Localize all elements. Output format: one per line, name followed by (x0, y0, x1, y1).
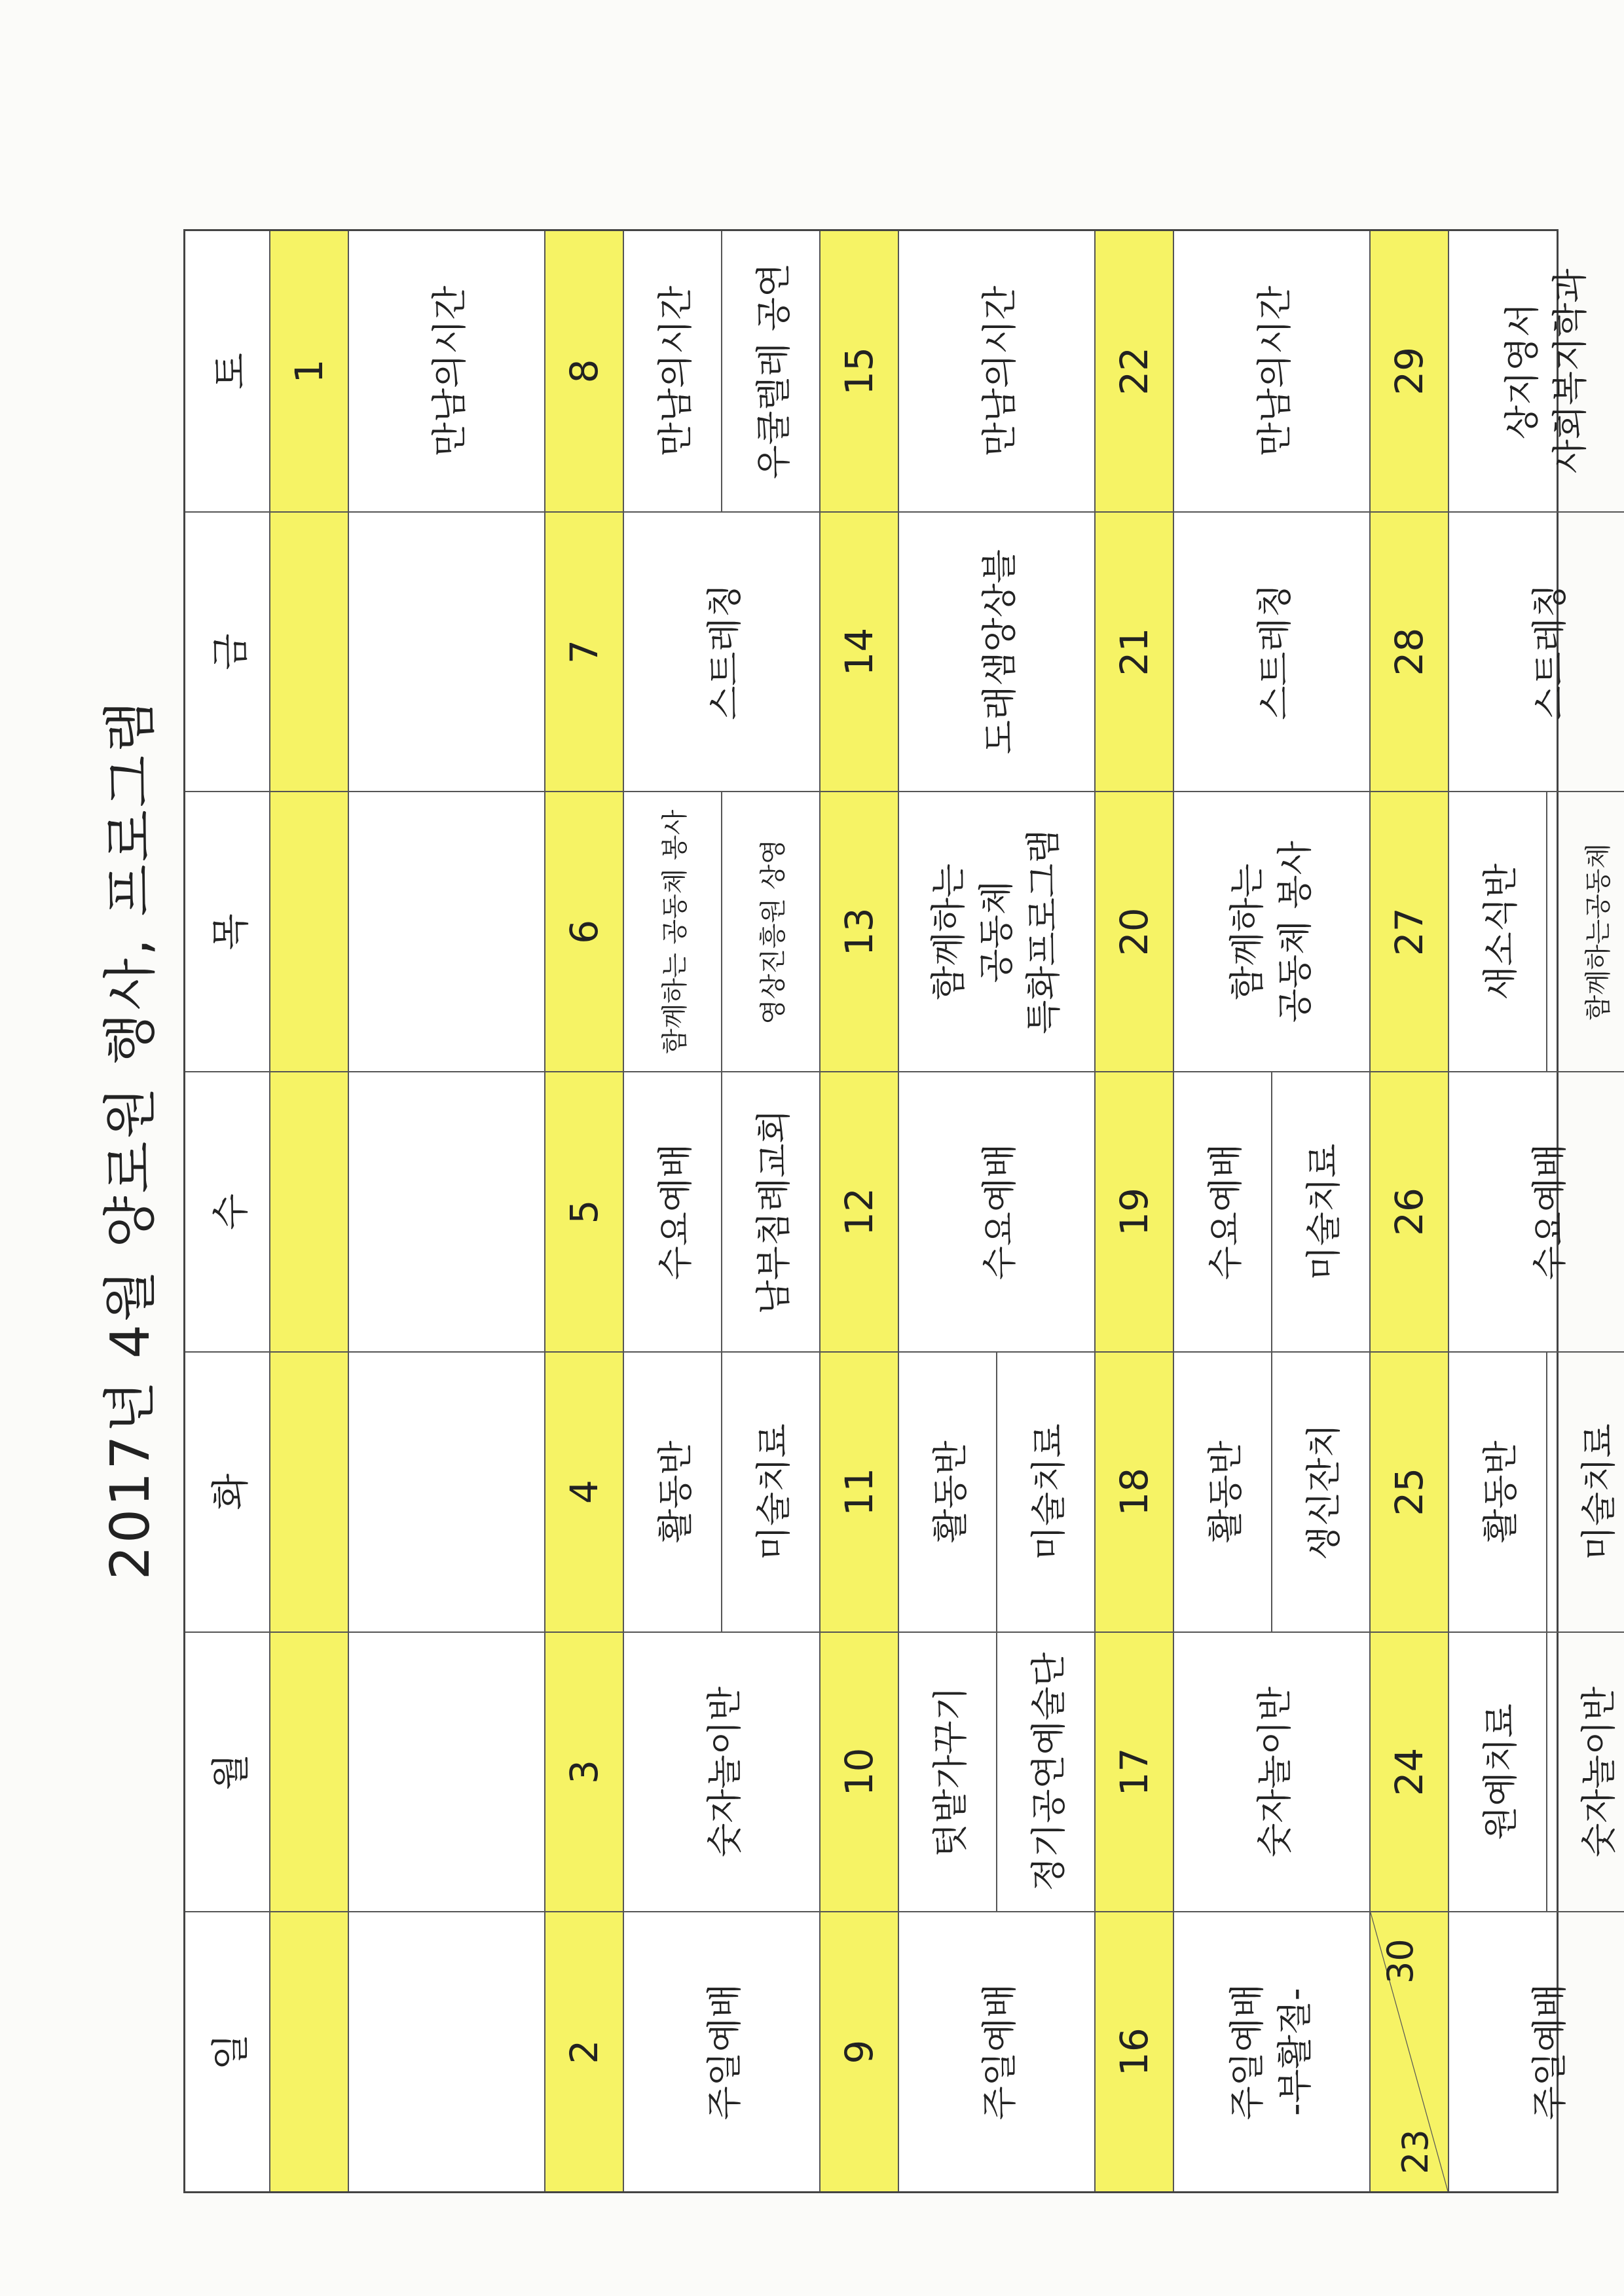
event-item: 활동반 (1479, 1440, 1521, 1543)
date-cell: 11 (821, 1351, 899, 1631)
event-cell-multiline (1174, 791, 1371, 1071)
event-line: 공동체 봉사 (1274, 841, 1316, 1023)
event-cell (349, 1631, 545, 1912)
date-cell: 12 (821, 1071, 899, 1351)
event-item: 미술치료 (721, 1353, 819, 1631)
date-cell: 7 (545, 511, 624, 792)
event-cell (349, 1911, 545, 2191)
event-cell-split (1174, 1071, 1371, 1351)
date-cell: 19 (1096, 1071, 1174, 1351)
event-line: 특화프로그램 (1023, 829, 1065, 1034)
date-30: 30 (1380, 1939, 1421, 1984)
event-item: 정기공연예술단 (996, 1633, 1094, 1912)
event-item: 활동반 (1204, 1440, 1246, 1543)
date-cell: 3 (545, 1631, 624, 1912)
date-cell (270, 1911, 349, 2191)
event-cell: 주일예배 (1449, 1911, 1624, 2191)
event-cell: 주일예배 (624, 1911, 821, 2191)
date-cell: 10 (821, 1631, 899, 1912)
event-cell: 만남의시간 (899, 231, 1096, 511)
event-item: 텃밭가꾸기 (929, 1686, 971, 1857)
diagonal-dates (1371, 1912, 1448, 2191)
date-cell: 14 (821, 511, 899, 792)
event-cell: 수요예배 (1449, 1071, 1624, 1351)
date-cell: 29 (1371, 231, 1449, 511)
event-cell: 주일예배 (899, 1911, 1096, 2191)
event-item: 원예치료 (1479, 1704, 1521, 1840)
calendar-table (183, 229, 1619, 2193)
event-cell-multiline (1449, 231, 1624, 511)
event-cell-split (624, 1071, 821, 1351)
event-cell-split (1174, 1351, 1371, 1631)
event-cell-split (899, 1351, 1096, 1631)
date-cell: 22 (1096, 231, 1174, 511)
date-cell: 8 (545, 231, 624, 511)
event-item: 우쿨렐레 공연 (721, 231, 819, 511)
date-cell: 27 (1371, 791, 1449, 1071)
event-line: 함께하는 (1227, 863, 1268, 1000)
event-item: 함께하는공동체 (1546, 792, 1624, 1071)
date-cell: 26 (1371, 1071, 1449, 1351)
event-cell: 숫자놀이반 (1174, 1631, 1371, 1912)
weekday-wed: 수 (185, 1071, 270, 1351)
event-item: 수요예배 (1204, 1143, 1246, 1281)
date-cell: 1 (270, 231, 349, 511)
event-item: 활동반 (929, 1440, 971, 1543)
date-cell: 25 (1371, 1351, 1449, 1631)
event-cell-split (1449, 1631, 1624, 1912)
event-cell (349, 1071, 545, 1351)
event-cell-split (624, 231, 821, 511)
date-cell: 6 (545, 791, 624, 1071)
event-cell: 스트레칭 (1174, 511, 1371, 792)
date-23: 23 (1395, 2129, 1436, 2174)
weekday-fri: 금 (185, 511, 270, 792)
date-cell: 24 (1371, 1631, 1449, 1912)
weekday-thu: 목 (185, 791, 270, 1071)
event-line: 주일예배 (1227, 1983, 1268, 2121)
event-item: 미술치료 (1271, 1072, 1369, 1351)
event-cell: 스트레칭 (1449, 511, 1624, 792)
event-cell (349, 511, 545, 792)
date-cell (270, 511, 349, 792)
date-cell: 9 (821, 1911, 899, 2191)
event-cell-multiline (899, 791, 1096, 1071)
date-cell: 17 (1096, 1631, 1174, 1912)
event-item: 남부침례교회 (721, 1072, 819, 1351)
event-cell-split (624, 791, 821, 1071)
event-item: 숫자놀이반 (1546, 1633, 1624, 1912)
event-item: 만남의시간 (654, 285, 696, 457)
event-cell-split (1449, 1351, 1624, 1631)
event-cell: 만남의시간 (349, 231, 545, 511)
event-item: 미술치료 (1546, 1353, 1624, 1631)
event-cell: 도래샘앙상블 (899, 511, 1096, 792)
date-cell: 28 (1371, 511, 1449, 792)
date-cell: 15 (821, 231, 899, 511)
date-cell-split-diagonal (1371, 1911, 1449, 2191)
event-item: 영상진흥원 상영 (721, 792, 819, 1071)
event-cell (349, 1351, 545, 1631)
page-title: 2017년 4월 양로원 행사, 프로그램 (100, 698, 162, 1580)
event-cell-split (899, 1631, 1096, 1912)
date-cell (270, 1071, 349, 1351)
event-line: 공동체 (975, 881, 1017, 983)
event-item: 생신잔치 (1271, 1353, 1369, 1631)
date-cell: 13 (821, 791, 899, 1071)
date-cell: 4 (545, 1351, 624, 1631)
event-item: 수요예배 (654, 1143, 696, 1281)
event-cell (349, 791, 545, 1071)
event-line: 함께하는 (927, 863, 969, 1000)
date-cell: 21 (1096, 511, 1174, 792)
event-item: 새소식반 (1479, 863, 1521, 1000)
weekday-sun: 일 (185, 1911, 270, 2191)
weekday-tue: 화 (185, 1351, 270, 1631)
event-cell: 숫자놀이반 (624, 1631, 821, 1912)
date-cell: 20 (1096, 791, 1174, 1071)
date-cell (270, 1631, 349, 1912)
event-item: 미술치료 (996, 1353, 1094, 1631)
event-cell: 만남의시간 (1174, 231, 1371, 511)
event-cell-multiline (1174, 1911, 1371, 2191)
date-cell: 2 (545, 1911, 624, 2191)
event-line: -부활절- (1274, 1988, 1316, 2116)
event-cell-split (624, 1351, 821, 1631)
weekday-sat: 토 (185, 231, 270, 511)
date-cell: 18 (1096, 1351, 1174, 1631)
event-line: 상지영서 (1502, 302, 1543, 440)
event-cell: 스트레칭 (624, 511, 821, 792)
event-item: 함께하는 공동체 봉사 (659, 809, 690, 1054)
date-cell (270, 1351, 349, 1631)
event-line: 사회복지학과 (1549, 268, 1591, 474)
event-cell-split (1449, 791, 1624, 1071)
weekday-mon: 월 (185, 1631, 270, 1912)
event-cell: 수요예배 (899, 1071, 1096, 1351)
date-cell (270, 791, 349, 1071)
event-item: 활동반 (654, 1440, 696, 1543)
date-cell: 5 (545, 1071, 624, 1351)
date-cell: 16 (1096, 1911, 1174, 2191)
